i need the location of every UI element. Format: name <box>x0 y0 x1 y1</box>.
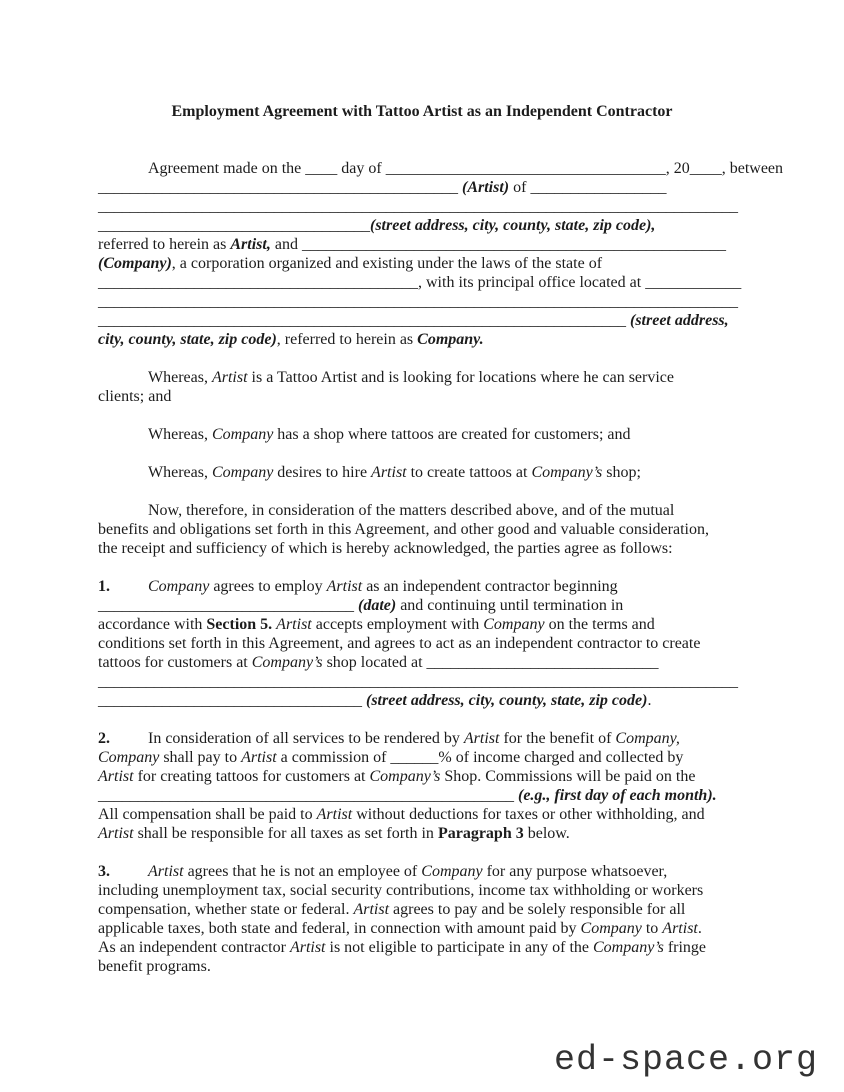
blank-field: ____________________________________________________ <box>98 787 514 804</box>
text-segment: Paragraph 3 <box>437 825 524 842</box>
document-line <box>98 615 746 634</box>
document-line <box>98 824 746 843</box>
document-line <box>98 919 746 938</box>
document-line <box>98 520 746 539</box>
block-whereas-company-shop <box>98 425 746 444</box>
block-section-1-employment <box>98 577 746 710</box>
text-segment: referred to herein as <box>98 236 231 253</box>
text-segment: on the terms and <box>544 616 655 633</box>
blank-field: ________________________________________________________________________________ <box>98 198 738 215</box>
text-segment: Artist <box>211 369 248 386</box>
text-segment: Section 5. <box>206 616 273 633</box>
text-segment: benefits and obligations set forth in this Agreement, and other good and valuable consideration, <box>98 521 709 538</box>
document-line <box>98 273 746 292</box>
document-line <box>98 330 746 349</box>
text-segment: Company’s <box>251 654 323 671</box>
document-line <box>98 216 746 235</box>
text-segment: is a Tattoo Artist and is looking for locations where he can service <box>247 369 675 386</box>
document-line <box>98 805 746 824</box>
text-segment: , 20 <box>665 160 690 177</box>
text-segment: Whereas, <box>148 426 212 443</box>
text-segment: tattoos for customers at <box>98 654 252 671</box>
text-segment: conditions set forth in this Agreement, and agrees to act as an independent contractor to create <box>98 635 701 652</box>
text-segment: day of <box>337 160 386 177</box>
document-line <box>98 577 746 596</box>
document-line <box>98 596 746 615</box>
text-segment: Artist <box>241 749 277 766</box>
text-segment: applicable taxes, both state and federal, in connection with amount paid by <box>98 920 581 937</box>
text-segment: shop located at <box>322 654 427 671</box>
text-segment: and continuing until termination in <box>396 597 624 614</box>
text-segment: for any purpose whatsoever, <box>482 863 668 880</box>
blank-field: ____ <box>689 160 722 177</box>
document-line <box>98 691 746 710</box>
blank-field: ________________________________ <box>98 597 354 614</box>
text-segment: Shop. Commissions will be paid on the <box>440 768 696 785</box>
block-now-therefore <box>98 501 746 558</box>
text-segment: (date) <box>358 597 397 614</box>
block-section-3-taxes <box>98 862 746 976</box>
document-line <box>98 938 746 957</box>
text-segment: Company <box>148 578 210 595</box>
watermark: ed-space.org <box>553 1040 818 1080</box>
text-segment: Agreement made on the <box>148 160 306 177</box>
blank-field: ___________________________________ <box>385 160 666 177</box>
text-segment: including unemployment tax, social security contributions, income tax withholding or workers <box>98 882 704 899</box>
text-segment: fringe <box>663 939 707 956</box>
blank-field: _____________________________ <box>426 654 659 671</box>
text-segment: As an independent contractor <box>98 939 290 956</box>
text-segment: shall be responsible for all taxes as set forth in <box>133 825 438 842</box>
text-segment: , with its principal office located at <box>418 274 646 291</box>
text-segment: is not eligible to participate in any of the <box>325 939 593 956</box>
text-segment: Company <box>211 426 274 443</box>
text-segment: (e.g., first day of each month). <box>518 787 717 804</box>
text-segment: (Artist) <box>462 179 510 196</box>
text-segment: compensation, whether state or federal. <box>98 901 354 918</box>
document-line <box>98 463 746 482</box>
text-segment: city, county, state, zip code) <box>98 331 277 348</box>
text-segment: Artist <box>98 825 134 842</box>
text-segment: % of income charged and collected by <box>438 749 684 766</box>
document-line <box>98 767 746 786</box>
text-segment: shall pay to <box>159 749 242 766</box>
section-number: 3. <box>98 863 110 880</box>
document-line <box>98 881 746 900</box>
text-segment: . <box>697 920 702 937</box>
text-segment: Whereas, <box>148 464 212 481</box>
text-segment: clients; and <box>98 388 172 405</box>
section-number: 2. <box>98 730 110 747</box>
blank-field: _________________________________ <box>98 692 362 709</box>
text-segment: accepts employment with <box>311 616 484 633</box>
text-segment: Company’s <box>531 464 603 481</box>
text-segment: In consideration of all services to be rendered by <box>148 730 464 747</box>
block-section-2-commission <box>98 729 746 843</box>
text-segment: Company <box>98 749 160 766</box>
document-line <box>98 197 746 216</box>
text-segment: Artist <box>662 920 698 937</box>
text-segment: Artist <box>353 901 390 918</box>
blank-field: _________________ <box>530 179 667 196</box>
text-segment: agrees that he is not an employee of <box>183 863 422 880</box>
text-segment: benefit programs. <box>98 958 211 975</box>
text-segment: shop; <box>602 464 641 481</box>
document-line <box>98 748 746 767</box>
text-segment: Company <box>483 616 545 633</box>
text-segment: Company’s <box>592 939 664 956</box>
document-line <box>98 178 746 197</box>
text-segment: Artist <box>316 806 353 823</box>
block-whereas-artist <box>98 368 746 406</box>
text-segment: All compensation shall be paid to <box>98 806 317 823</box>
text-segment: Artist, <box>230 236 271 253</box>
text-segment: , a corporation organized and existing under the laws of the state of <box>171 255 603 272</box>
blank-field: ________________________________________________________________________________ <box>98 293 738 310</box>
blank-field: ____________ <box>645 274 742 291</box>
document-line <box>98 672 746 691</box>
text-segment: Company, <box>615 730 680 747</box>
text-segment: Artist <box>289 939 326 956</box>
document-line <box>98 634 746 653</box>
text-segment: (street address, city, county, state, zip code), <box>370 217 656 234</box>
text-segment: a commission of <box>276 749 391 766</box>
text-segment: (street address, city, county, state, zip code) <box>366 692 648 709</box>
text-segment: of <box>509 179 531 196</box>
blank-field: ________________________________________ <box>98 274 418 291</box>
blank-field: _____________________________________________ <box>98 179 458 196</box>
text-segment: to <box>641 920 663 937</box>
text-segment: Artist <box>276 616 312 633</box>
text-segment: (Company) <box>98 255 172 272</box>
text-segment: Artist <box>98 768 134 785</box>
document-line <box>98 292 746 311</box>
text-segment: Company. <box>417 331 484 348</box>
blank-field: ________________________________________________________________________________ <box>98 673 738 690</box>
section-number: 1. <box>98 578 110 595</box>
text-segment: Artist <box>148 863 184 880</box>
text-segment: , between <box>721 160 784 177</box>
text-segment: below. <box>523 825 570 842</box>
document-line <box>98 368 746 387</box>
blank-field: ______ <box>390 749 439 766</box>
block-whereas-company-hire <box>98 463 746 482</box>
text-segment: Company <box>211 464 274 481</box>
block-opening-parties <box>98 159 784 349</box>
text-segment: and <box>270 236 302 253</box>
text-segment: for the benefit of <box>499 730 616 747</box>
text-segment: agrees to pay and be solely responsible for all <box>389 901 686 918</box>
document-line <box>98 387 746 406</box>
text-segment: . <box>647 692 652 709</box>
text-segment: desires to hire <box>273 464 372 481</box>
text-segment: (street address, <box>630 312 729 329</box>
text-segment: has a shop where tattoos are created for customers; and <box>273 426 631 443</box>
text-segment: Company’s <box>369 768 441 785</box>
document-line <box>98 501 746 520</box>
blank-field: __________________________________ <box>98 217 370 234</box>
text-segment: , referred to herein as <box>276 331 418 348</box>
text-segment: Company <box>580 920 642 937</box>
text-segment: agrees to employ <box>209 578 327 595</box>
document-line <box>98 957 746 976</box>
document-title: Employment Agreement with Tattoo Artist as an Independent Contractor <box>171 103 673 120</box>
blank-field: _____________________________________________________ <box>301 236 726 253</box>
document-line <box>98 425 746 444</box>
document-line <box>98 653 746 672</box>
document-line <box>98 786 746 805</box>
blank-field: __________________________________________________________________ <box>98 312 626 329</box>
text-segment: Company <box>421 863 483 880</box>
text-segment: to create tattoos at <box>406 464 532 481</box>
document-line <box>98 159 784 178</box>
text-segment: the receipt and sufficiency of which is hereby acknowledged, the parties agree as follows: <box>98 540 673 557</box>
text-segment: Whereas, <box>148 369 212 386</box>
document-line <box>98 254 746 273</box>
text-segment: for creating tattoos for customers at <box>133 768 370 785</box>
document-line <box>98 729 746 748</box>
text-segment: Artist <box>463 730 500 747</box>
document-line <box>98 311 746 330</box>
text-segment: Artist <box>326 578 363 595</box>
document-body <box>98 159 784 976</box>
document-line <box>98 862 746 881</box>
document-line <box>98 235 746 254</box>
text-segment: without deductions for taxes or other withholding, and <box>352 806 705 823</box>
blank-field: ____ <box>305 160 338 177</box>
text-segment: as an independent contractor beginning <box>362 578 618 595</box>
text-segment: accordance with <box>98 616 207 633</box>
document-line <box>98 900 746 919</box>
text-segment: Now, therefore, in consideration of the matters described above, and of the mutual <box>148 502 675 519</box>
document-line <box>98 539 746 558</box>
text-segment: Artist <box>371 464 407 481</box>
